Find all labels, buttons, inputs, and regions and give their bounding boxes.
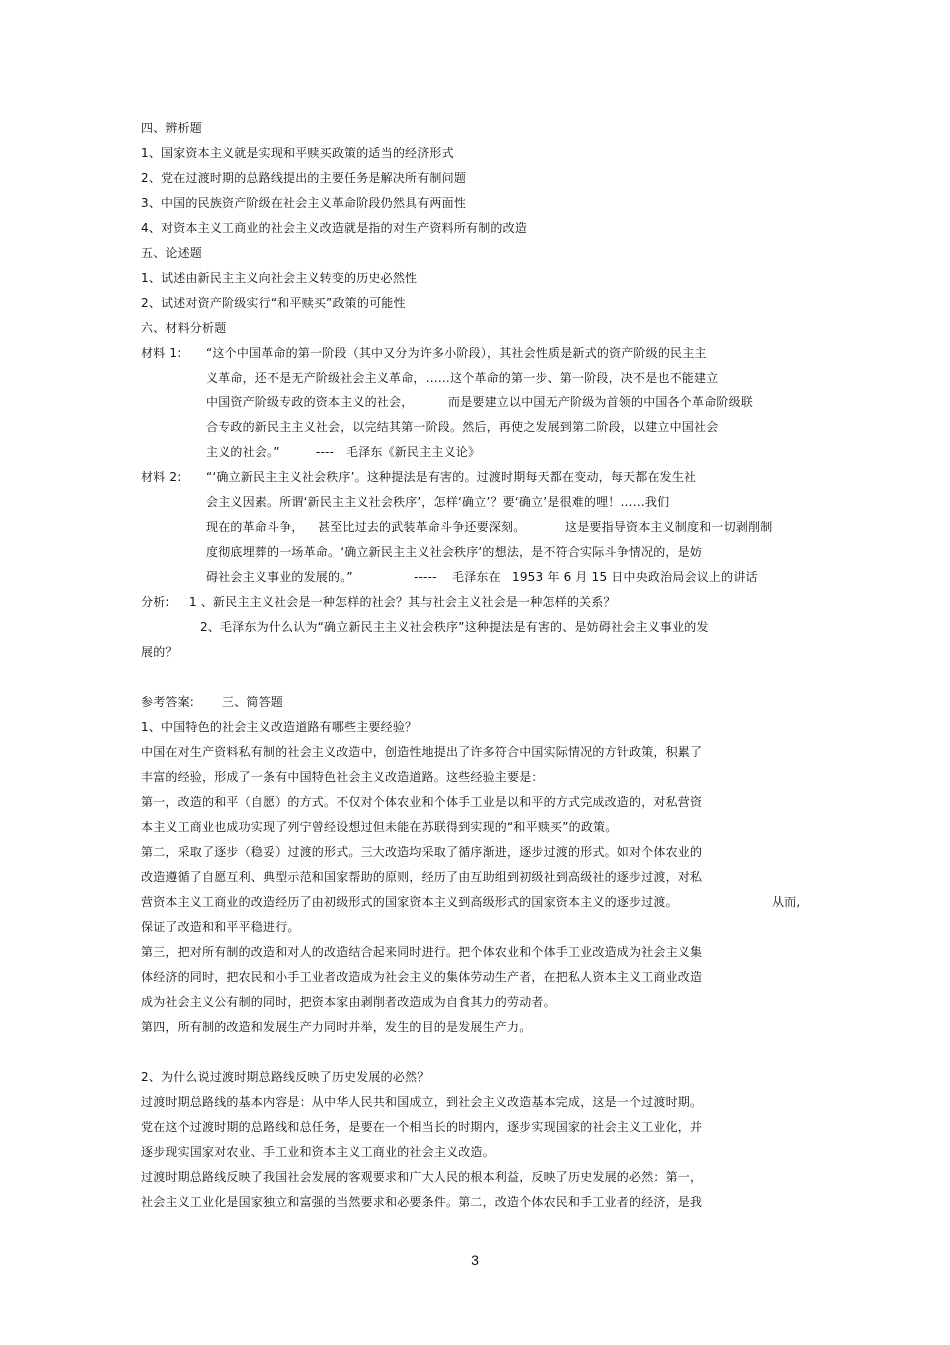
section4-heading: 四、辨析题 — [141, 121, 203, 135]
answers-label: 参考答案: — [141, 695, 195, 709]
material2-line: 碍社会主义事业的发展的。” — [206, 570, 353, 584]
answer-line: 从而, — [772, 895, 801, 909]
material2-source-date: 1953 年 6 月 15 日中央政治局会议上的讲话 — [512, 570, 758, 584]
material1-line: 主义的社会。” — [206, 445, 280, 459]
answer-line: 丰富的经验，形成了一条有中国特色社会主义改造道路。这些经验主要是： — [141, 770, 544, 784]
material1-line: 义革命，还不是无产阶级社会主义革命，……这个革命的第一步、第一阶段，决不是也不能建立 — [206, 371, 719, 385]
answer-line: 逐步现实国家对农业、手工业和资本主义工商业的社会主义改造。 — [141, 1145, 495, 1159]
answer-question-title: 2、为什么说过渡时期总路线反映了历史发展的必然？ — [141, 1070, 430, 1084]
material2-line: 这是要指导资本主义制度和一切剥削制 — [565, 520, 773, 534]
answer-line: 第二，采取了逐步（稳妥）过渡的形式。三大改造均采取了循序渐进，逐步过渡的形式。如对个体农业的 — [141, 845, 703, 859]
material1-line: 合专政的新民主主义社会，以完结其第一阶段。然后，再使之发展到第二阶段，以建立中国社会 — [206, 420, 719, 434]
material1-label: 材料 1: — [141, 346, 182, 360]
analysis-question: 1 、新民主主义社会是一种怎样的社会？其与社会主义社会是一种怎样的关系？ — [189, 595, 616, 609]
material2-line: “‘确立新民主主义社会秩序’。这种提法是有害的。过渡时期每天都在变动，每天都在发生社 — [206, 470, 697, 484]
material1-source: 毛泽东《新民主主义论》 — [346, 445, 481, 459]
answer-line: 第三，把对所有制的改造和对人的改造结合起来同时进行。把个体农业和个体手工业改造成为社会主义集 — [141, 945, 703, 959]
section4-item: 2、党在过渡时期的总路线提出的主要任务是解决所有制问题 — [141, 171, 467, 185]
material2-line: 现在的革命斗争， — [206, 520, 304, 534]
answer-line: 成为社会主义公有制的同时，把资本家由剥削者改造成为自食其力的劳动者。 — [141, 995, 556, 1009]
section4-item: 3、中国的民族资产阶级在社会主义革命阶段仍然具有两面性 — [141, 196, 467, 210]
answer-line: 第四，所有制的改造和发展生产力同时并举，发生的目的是发展生产力。 — [141, 1020, 532, 1034]
page-number: 3 — [471, 1252, 479, 1268]
material1-line: “这个中国革命的第一阶段（其中又分为许多小阶段），其社会性质是新式的资产阶级的民主主 — [206, 346, 707, 360]
material1-line: 而是要建立以中国无产阶级为首领的中国各个革命阶级联 — [448, 395, 754, 409]
answer-line: 保证了改造和和平平稳进行。 — [141, 920, 300, 934]
material2-label: 材料 2: — [141, 470, 182, 484]
answer-line: 改造遵循了自愿互利、典型示范和国家帮助的原则，经历了由互助组到初级社到高级社的逐步过渡，对私 — [141, 870, 703, 884]
section4-item: 4、对资本主义工商业的社会主义改造就是指的对生产资料所有制的改造 — [141, 221, 528, 235]
answer-line: 中国在对生产资料私有制的社会主义改造中，创造性地提出了许多符合中国实际情况的方针政策，积累了 — [141, 745, 703, 759]
section6-heading: 六、材料分析题 — [141, 321, 227, 335]
material2-dash: ----- — [414, 570, 437, 584]
answers-section: 三、简答题 — [222, 695, 284, 709]
answer-line: 营资本主义工商业的改造经历了由初级形式的国家资本主义到高级形式的国家资本主义的逐步过渡。 — [141, 895, 678, 909]
analysis-question-cont: 展的？ — [141, 645, 178, 659]
answer-line: 党在这个过渡时期的总路线和总任务，是要在一个相当长的时期内，逐步实现国家的社会主义工业化，并 — [141, 1120, 703, 1134]
material2-line: 会主义因素。所谓‘新民主主义社会秩序’，怎样‘确立’？要‘确立’是很难的哩！……我们 — [206, 495, 670, 509]
section5-item: 2、试述对资产阶级实行“和平赎买”政策的可能性 — [141, 296, 406, 310]
section4-item: 1、国家资本主义就是实现和平赎买政策的适当的经济形式 — [141, 146, 454, 160]
material1-dash: ---- — [316, 445, 335, 459]
section5-heading: 五、论述题 — [141, 246, 203, 260]
material2-line: 度彻底埋葬的一场革命。‘确立新民主主义社会秩序’的想法，是不符合实际斗争情况的，是妨 — [206, 545, 703, 559]
answer-line: 过渡时期总路线反映了我国社会发展的客观要求和广大人民的根本利益，反映了历史发展的必然：第一， — [141, 1170, 703, 1184]
answer-line: 社会主义工业化是国家独立和富强的当然要求和必要条件。第二，改造个体农民和手工业者的经济，是我 — [141, 1195, 703, 1209]
answer-question-title: 1、中国特色的社会主义改造道路有哪些主要经验？ — [141, 720, 418, 734]
material1-line: 中国资产阶级专政的资本主义的社会， — [206, 395, 414, 409]
material2-line: 甚至比过去的武装革命斗争还要深刻。 — [318, 520, 526, 534]
answer-line: 体经济的同时，把农民和小手工业者改造成为社会主义的集体劳动生产者，在把私人资本主义工商业改造 — [141, 970, 703, 984]
analysis-label: 分析: — [141, 595, 170, 609]
analysis-question: 2、毛泽东为什么认为“确立新民主主义社会秩序”这种提法是有害的、是妨碍社会主义事业的发 — [200, 620, 709, 634]
answer-line: 过渡时期总路线的基本内容是：从中华人民共和国成立，到社会主义改造基本完成，这是一个过渡时期。 — [141, 1095, 703, 1109]
section5-item: 1、试述由新民主主义向社会主义转变的历史必然性 — [141, 271, 418, 285]
answer-line: 本主义工商业也成功实现了列宁曾经设想过但未能在苏联得到实现的“和平赎买”的政策。 — [141, 820, 618, 834]
answer-line: 第一，改造的和平（自愿）的方式。不仅对个体农业和个体手工业是以和平的方式完成改造的，对私营资 — [141, 795, 703, 809]
material2-source: 毛泽东在 — [452, 570, 501, 584]
